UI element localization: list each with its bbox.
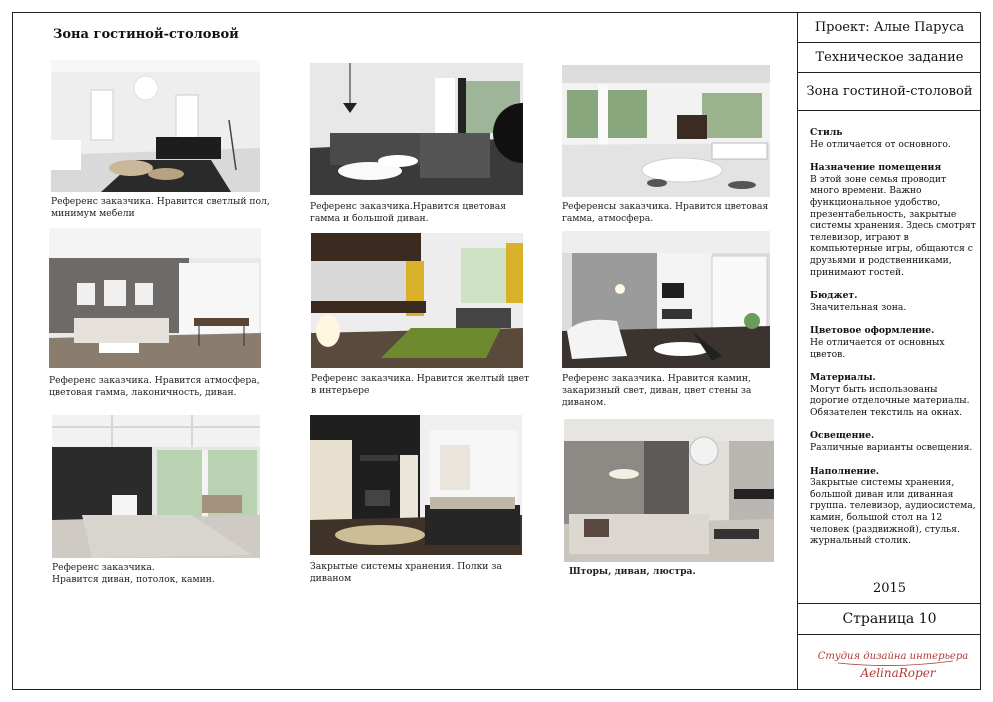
spec-section-budget [810, 290, 976, 313]
reference-photo-3 [562, 65, 770, 197]
spec-text: Не отличается от основных цветов. [810, 336, 945, 360]
spec-section-colors [810, 325, 976, 360]
logo-line-1: Студия дизайна интерьера [818, 651, 968, 662]
spec-text: Значительная зона. [810, 301, 907, 313]
spec-section-purpose [810, 162, 976, 278]
spec-heading: Наполнение. [810, 465, 880, 477]
spec-heading: Назначение помещения [810, 162, 942, 174]
zone-title: Зона гостиной-столовой [53, 27, 239, 42]
spec-text: Различные варианты освещения. [810, 442, 973, 454]
project-title: Проект: Алые Паруса [798, 13, 981, 43]
reference-photo-4 [49, 228, 261, 368]
reference-photo-8 [310, 415, 522, 555]
caption-7-text: Референс заказчика. Нравится диван, потолок, камин. [52, 562, 215, 585]
reference-photo-9 [564, 419, 774, 562]
spec-text: Не отличается от основного. [810, 138, 951, 150]
spec-text: Могут быть использованы дорогие отделочные материалы. Обязателен текстиль на окнах. [810, 383, 970, 418]
spec-text: Закрытые системы хранения, большой диван или диванная группа. телевизор, аудиосистема, камин, большой стол на 12 человек (раздвижной), стулья. журнальный столик. [810, 477, 976, 547]
page-number: Страница 10 [798, 603, 981, 635]
studio-logo [818, 639, 968, 687]
caption-9: Шторы, диван, люстра. [569, 566, 696, 577]
reference-photo-6 [562, 231, 770, 368]
spec-section-materials [810, 372, 976, 418]
year: 2015 [872, 581, 907, 596]
reference-photo-1 [51, 60, 260, 192]
caption-8: Закрытые системы хранения. Полки за диваном [310, 561, 502, 584]
caption-4: Референс заказчика. Нравится атмосфера, цветовая гамма, лаконичность, диван. [49, 375, 260, 398]
side-panel [797, 13, 981, 689]
spec-heading: Цветовое оформление. [810, 325, 935, 337]
caption-2: Референс заказчика.Нравится цветовая гамма и большой диван. [310, 201, 507, 224]
zone-box: Зона гостиной-столовой [798, 73, 981, 111]
spec-section-style [810, 127, 976, 150]
spec-heading: Стиль [810, 127, 843, 138]
reference-photo-5 [311, 233, 523, 368]
spec-title: Техническое задание [798, 43, 981, 73]
caption-5: Референс заказчика. Нравится желтый цвет в интерьере [311, 373, 530, 396]
main-area [13, 13, 797, 689]
reference-photo-2 [310, 63, 523, 195]
caption-1: Референс заказчика. Нравится светлый пол, минимум мебели [51, 196, 270, 219]
spec-list [810, 127, 976, 559]
spec-heading: Бюджет. [810, 290, 858, 302]
spec-heading: Освещение. [810, 430, 875, 442]
reference-photo-7 [52, 415, 260, 558]
spec-section-lighting [810, 430, 976, 453]
page-frame [12, 12, 981, 690]
caption-6: Референс заказчика. Нравится камин, закаризный свет, диван, цвет стены за диваном. [562, 373, 752, 408]
caption-7 [52, 562, 272, 586]
spec-section-furnishing [810, 466, 976, 547]
spec-heading: Материалы. [810, 372, 876, 384]
logo-line-2: AelinaRoper [860, 666, 936, 680]
caption-3: Референсы заказчика. Нравится цветовая гамма, атмосфера. [562, 201, 769, 224]
spec-text: В этой зоне семья проводит много времени. Важно функциональное удобство, презентабельность, закрытые системы хранения. Здесь смотрят телевизор, играют в компьютерные игры, общаются с друзьями и родственниками, принимают гостей. [810, 173, 976, 278]
